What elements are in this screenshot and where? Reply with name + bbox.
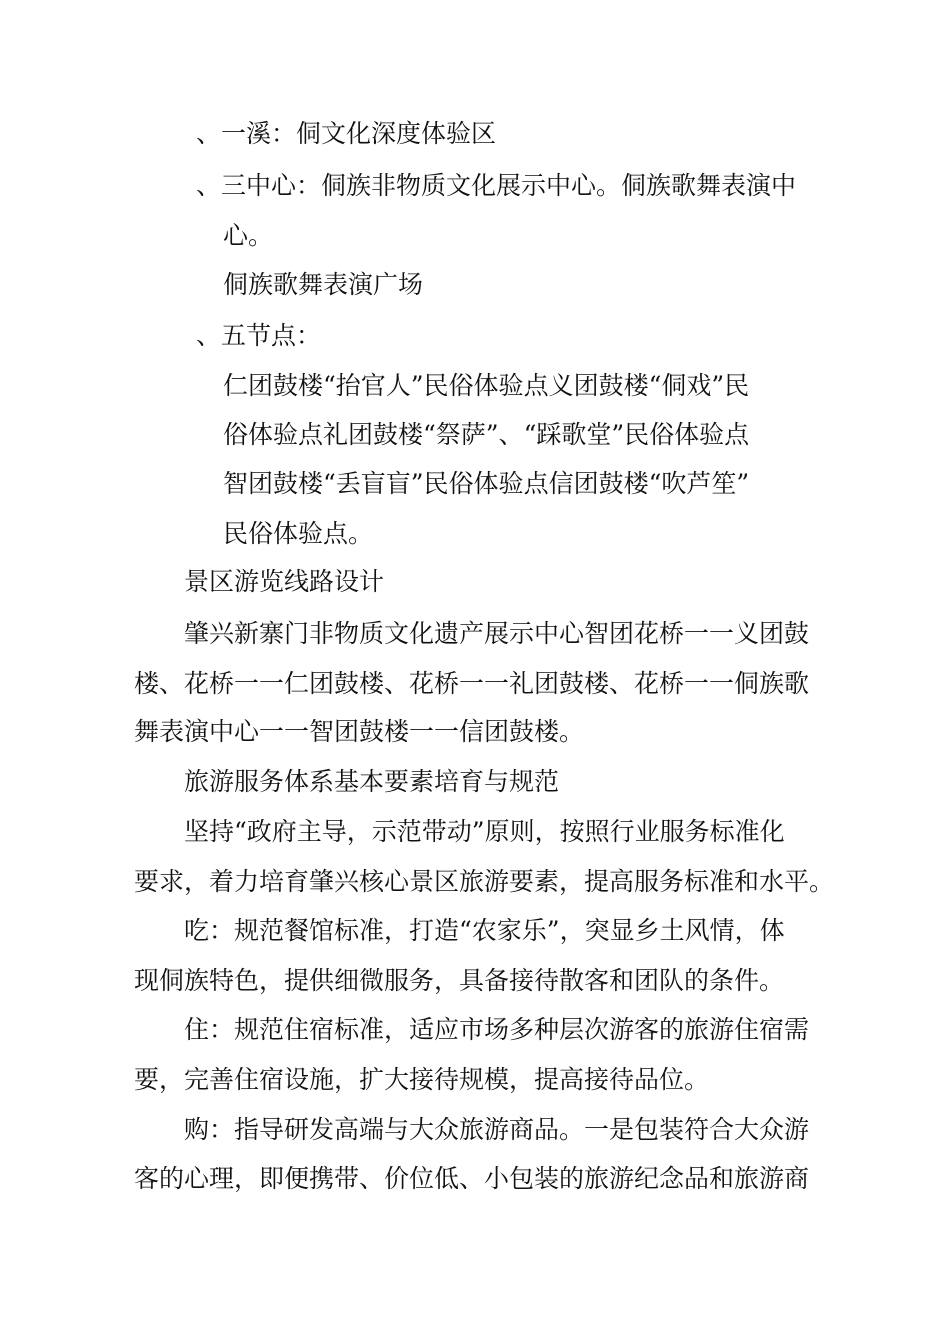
- paragraph-line: 坚持“政府主导，示范带动”原则，按照行业服务标准化: [184, 817, 785, 846]
- paragraph-line: 购：指导研发高端与大众旅游商品。一是包装符合大众游: [184, 1115, 810, 1144]
- paragraph-line: 要求，着力培育肇兴核心景区旅游要素，提高服务标准和水平。: [134, 867, 835, 896]
- list-item-one-stream: 、一溪：侗文化深度体验区: [196, 119, 497, 148]
- list-item-three-centers: 、三中心：侗族非物质文化展示中心。侗族歌舞表演中: [196, 171, 797, 200]
- paragraph-line: 客的心理，即便携带、价位低、小包装的旅游纪念品和旅游商: [134, 1164, 810, 1193]
- paragraph-line: 楼、花桥一一仁团鼓楼、花桥一一礼团鼓楼、花桥一一侗族歌: [134, 669, 810, 698]
- list-item-text: 侗族歌舞表演广场: [223, 270, 424, 299]
- list-item-text: 仁团鼓楼“抬官人”民俗体验点义团鼓楼“侗戏”民: [223, 371, 750, 400]
- paragraph-line: 现侗族特色，提供细微服务，具备接待散客和团队的条件。: [134, 966, 785, 995]
- paragraph-line: 舞表演中心一一智团鼓楼一一信团鼓楼。: [134, 717, 585, 746]
- section-heading-tour-route: 景区游览线路设计: [184, 567, 385, 596]
- list-item-text: 智团鼓楼“丢盲盲”民俗体验点信团鼓楼“吹芦笙”: [223, 469, 750, 498]
- paragraph-line: 肇兴新寨门非物质文化遗产展示中心智团花桥一一义团鼓: [184, 619, 810, 648]
- paragraph-line: 要，完善住宿设施，扩大接待规模，提高接待品位。: [134, 1065, 710, 1094]
- list-item-text: 俗体验点礼团鼓楼“祭萨”、“踩歌堂”民俗体验点: [223, 420, 750, 449]
- paragraph-line: 吃：规范餐馆标准，打造“农家乐”，突显乡土风情，体: [184, 916, 785, 945]
- list-item-continuation: 心。: [223, 221, 274, 250]
- list-item-text: 民俗体验点。: [223, 519, 374, 548]
- list-item-five-nodes: 、五节点：: [196, 321, 322, 350]
- section-heading-service-system: 旅游服务体系基本要素培育与规范: [184, 767, 560, 796]
- paragraph-line: 住：规范住宿标准，适应市场多种层次游客的旅游住宿需: [184, 1015, 810, 1044]
